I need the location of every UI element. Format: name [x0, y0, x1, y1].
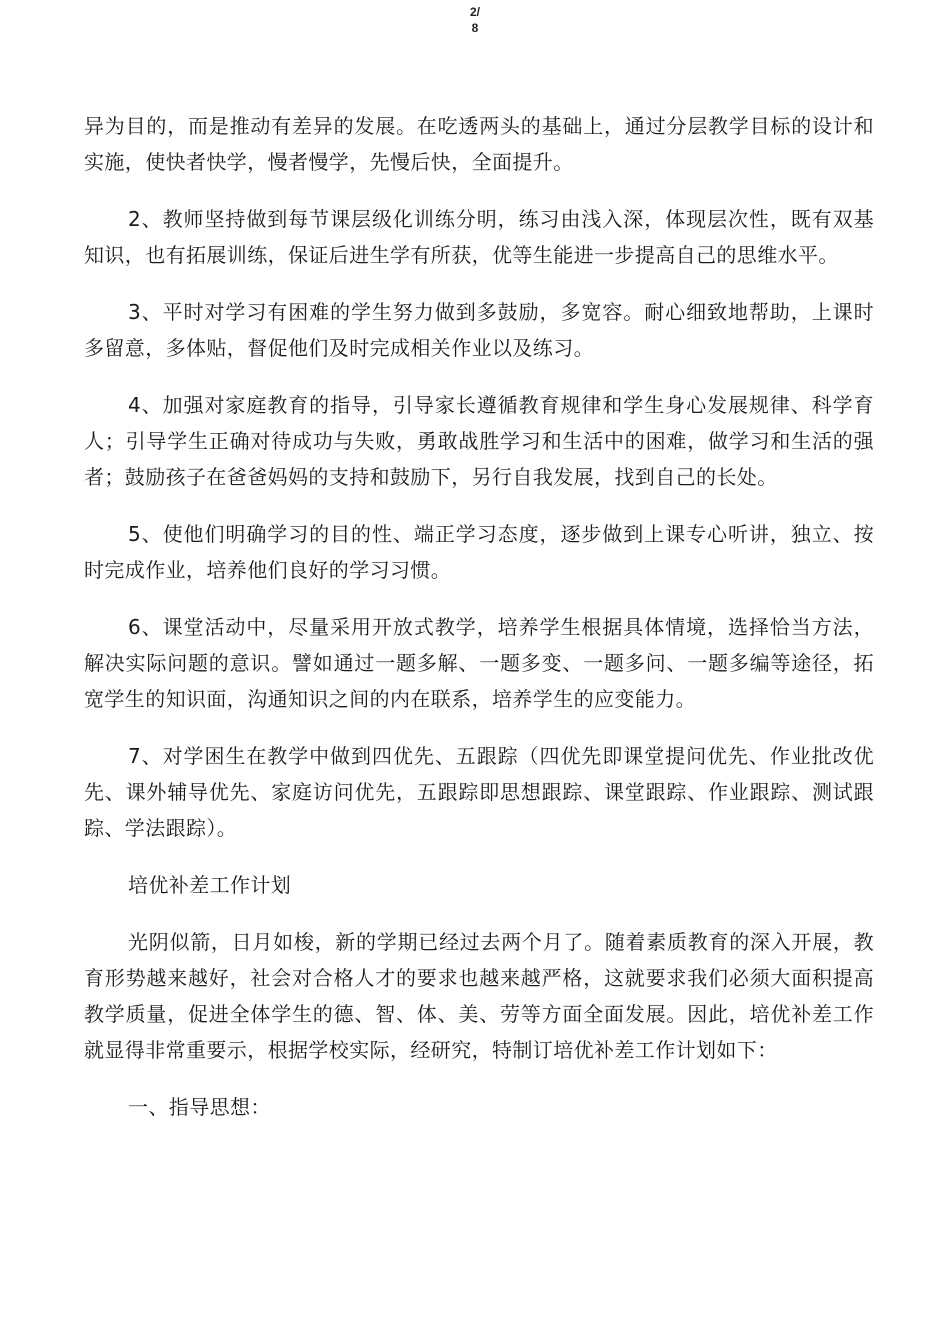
paragraph-item-7: 7、对学困生在教学中做到四优先、五跟踪（四优先即课堂提问优先、作业批改优先、课外辅导优先、家庭访问优先，五跟踪即思想跟踪、课堂跟踪、作业跟踪、测试跟踪、学法跟踪）。 — [84, 744, 874, 840]
page-number — [0, 4, 950, 36]
paragraph-item-2: 2、教师坚持做到每节课层级化训练分明，练习由浅入深，体现层次性，既有双基知识，也有拓展训练，保证后进生学有所获，优等生能进一步提高自己的思维水平。 — [84, 207, 874, 267]
page-number-total: 8 — [471, 21, 479, 35]
section-heading-guiding-thought: 一、指导思想： — [128, 1095, 271, 1119]
page-number-current: 2/ — [469, 5, 480, 19]
section-title: 培优补差工作计划 — [128, 873, 292, 897]
paragraph-intro: 光阴似箭，日月如梭，新的学期已经过去两个月了。随着素质教育的深入开展，教育形势越来越好，社会对合格人才的要求也越来越严格，这就要求我们必须大面积提高教学质量，促进全体学生的德、智、体、美、劳等方面全面发展。因此，培优补差工作就显得非常重要示，根据学校实际，经研究，特制订培优补差工作计划如下： — [84, 930, 874, 1062]
paragraph-continuation: 异为目的，而是推动有差异的发展。在吃透两头的基础上，通过分层教学目标的设计和实施，使快者快学，慢者慢学，先慢后快，全面提升。 — [84, 114, 874, 174]
document-body — [84, 108, 874, 1146]
paragraph-item-5: 5、使他们明确学习的目的性、端正学习态度，逐步做到上课专心听讲，独立、按时完成作业，培养他们良好的学习习惯。 — [84, 522, 874, 582]
paragraph-item-3: 3、平时对学习有困难的学生努力做到多鼓励，多宽容。耐心细致地帮助，上课时多留意，多体贴，督促他们及时完成相关作业以及练习。 — [84, 300, 874, 360]
paragraph-item-4: 4、加强对家庭教育的指导，引导家长遵循教育规律和学生身心发展规律、科学育人；引导学生正确对待成功与失败，勇敢战胜学习和生活中的困难，做学习和生活的强者；鼓励孩子在爸爸妈妈的支持和鼓励下，另行自我发展，找到自己的长处。 — [84, 393, 874, 489]
paragraph-item-6: 6、课堂活动中，尽量采用开放式教学，培养学生根据具体情境，选择恰当方法，解决实际问题的意识。譬如通过一题多解、一题多变、一题多问、一题多编等途径，拓宽学生的知识面，沟通知识之间的内在联系，培养学生的应变能力。 — [84, 615, 874, 711]
